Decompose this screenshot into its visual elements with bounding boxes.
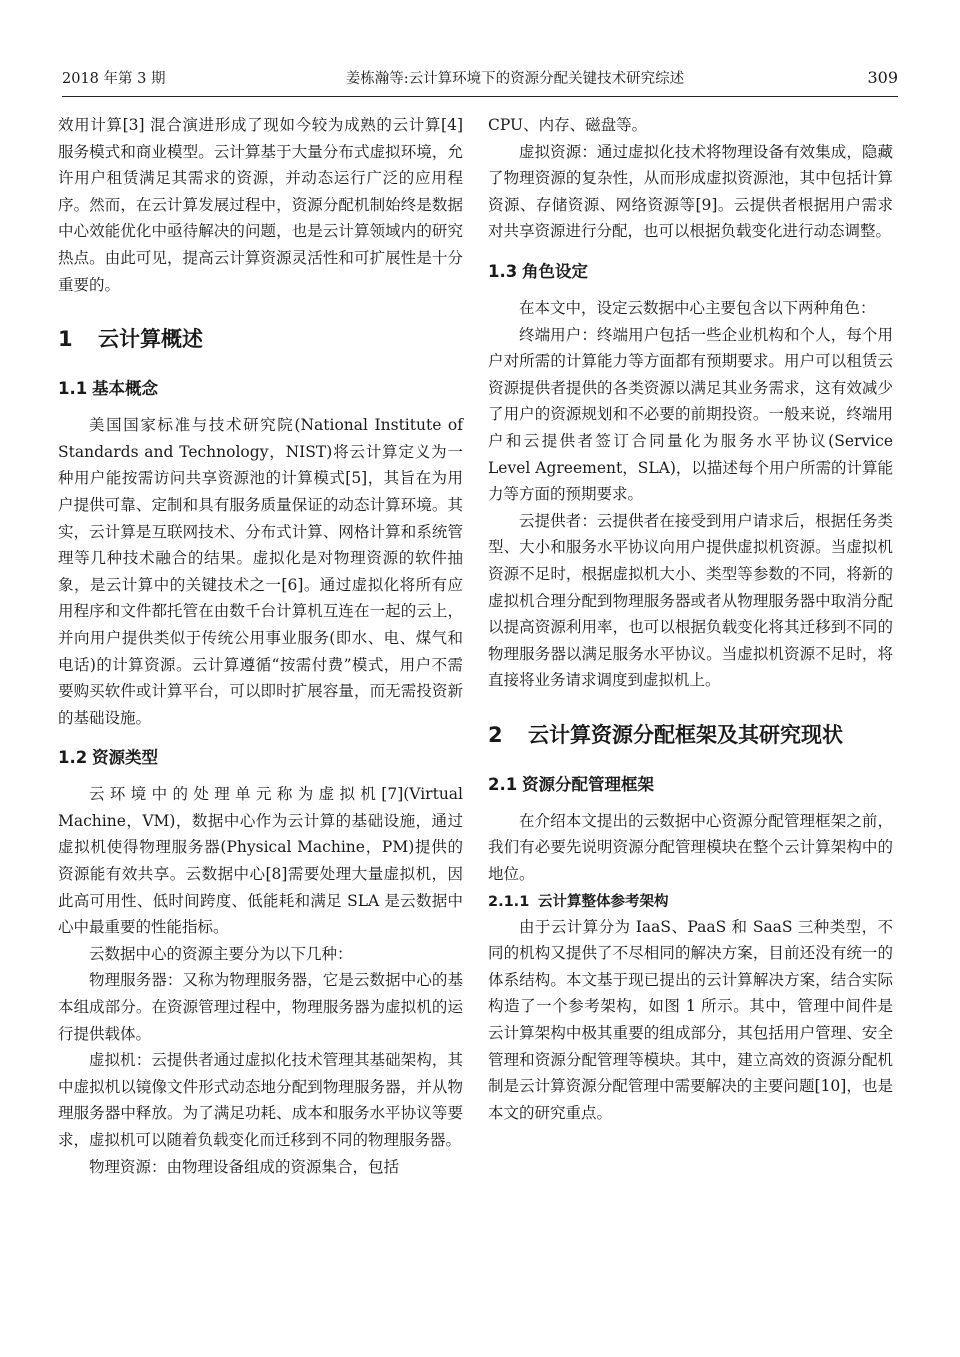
paragraph: 云环境中的处理单元称为虚拟机[7](Virtual Machine，VM)，数据中心作为云计算的基础设施，通过虚拟机使得物理服务器(Physical Machine，PM)提供的资源能有效共享。云数据中心[8]需要处理大量虚拟机，因此高可用性、低时间跨度、低能耗和满足 SLA 是云数据中心中最重要的性能指标。 (58, 785, 463, 937)
section-number: 1 (58, 327, 73, 352)
section-title: 云计算概述 (98, 327, 203, 352)
paragraph: 在本文中，设定云数据中心主要包含以下两种角色： (519, 298, 876, 317)
section-title: 云计算整体参考架构 (538, 893, 669, 910)
section-title: 角色设定 (522, 261, 588, 281)
paragraph: 虚拟机：云提供者通过虚拟化技术管理其基础架构，其中虚拟机以镜像文件形式动态地分配到物理服务器，并从物理服务器中释放。为了满足功耗、成本和服务水平协议等要求，虚拟机可以随着负载变化而迁移到不同的物理服务器。 (58, 1051, 463, 1149)
paragraph: 在介绍本文提出的云数据中心资源分配管理框架之前，我们有必要先说明资源分配管理模块在整个云计算架构中的地位。 (488, 811, 893, 884)
running-title: 姜栋瀚等:云计算环境下的资源分配关键技术研究综述 (345, 70, 685, 87)
paragraph: 美国国家标准与技术研究院(National Institute of Standards and Technology，NIST)将云计算定义为一种用户能按需访问共享资源池的计算模式[5]，其旨在为用户提供可靠、定制和具有服务质量保证的动态计算环境。其实，云计算是互联网技术、分布式计算、网格计算和系统管理等几种技术融合的结果。虚拟化是对物理资源的软件抽象，是云计算中的关键技术之一[6]。通过虚拟化将所有应用程序和文件都托管在由数千台计算机互连在一起的云上，并向用户提供类似于传统公用事业服务(即水、电、煤气和电话)的计算资源。云计算遵循“按需付费”模式，用户不需要购买软件或计算平台，可以即时扩展容量，而无需投资新的基础设施。 (58, 416, 463, 727)
page-number: 309 (867, 67, 898, 87)
section-title: 基本概念 (92, 379, 158, 399)
section-1-1-heading (58, 376, 463, 402)
section-number: 1.2 (58, 748, 88, 768)
section-2-heading (488, 720, 893, 750)
running-header (62, 58, 898, 97)
right-column (488, 112, 893, 1126)
section-title: 资源类型 (92, 748, 158, 768)
paragraph: 终端用户：终端用户包括一些企业机构和个人，每个用户对所需的计算能力等方面都有预期要求。用户可以租赁云资源提供者提供的各类资源以满足其业务需求，这有效减少了用户的资源规划和不必要的前期投资。一般来说，终端用户和云提供者签订合同量化为服务水平协议(Service Level Agreement，SLA)，以描述每个用户所需的计算能力等方面的预期要求。 (488, 325, 893, 504)
paragraph: 由于云计算分为 IaaS、PaaS 和 SaaS 三种类型，不同的机构又提供了不尽相同的解决方案，目前还没有统一的体系结构。本文基于现已提出的云计算解决方案，结合实际构造了一个参考架构，如图 1 所示。其中，管理中间件是云计算架构中极其重要的组成部分，其包括用户管理、安全管理和资源分配管理等模块。其中，建立高效的资源分配机制是云计算资源分配管理中需要解决的主要问题[10]，也是本文的研究重点。 (488, 917, 893, 1122)
section-number: 2.1 (488, 774, 518, 794)
section-number: 1.1 (58, 379, 88, 399)
paragraph: 物理服务器：又称为物理服务器，它是云数据中心的基本组成部分。在资源管理过程中，物理服务器为虚拟机的运行提供载体。 (58, 971, 463, 1043)
section-title: 资源分配管理框架 (522, 774, 654, 794)
issue-label: 2018 年第 3 期 (62, 70, 166, 87)
intro-paragraph: 效用计算[3] 混合演进形成了现如今较为成熟的云计算[4] 服务模式和商业模型。云计算基于大量分布式虚拟环境，允许用户租赁满足其需求的资源，并动态运行广泛的应用程序。然而，在云计算发展过程中，资源分配机制始终是数据中心效能优化中亟待解决的问题，也是云计算领域内的研究热点。由此可见，提高云计算资源灵活性和可扩展性是十分重要的。 (58, 116, 463, 294)
continuation-paragraph: CPU、内存、磁盘等。 (488, 116, 648, 134)
paragraph: 云提供者：云提供者在接受到用户请求后，根据任务类型、大小和服务水平协议向用户提供虚拟机资源。当虚拟机资源不足时，根据虚拟机大小、类型等参数的不同，将新的虚拟机合理分配到物理服务器或者从物理服务器中取消分配以提高资源利用率，也可以根据负载变化将其迁移到不同的物理服务器以满足服务水平协议。当虚拟机资源不足时，将直接将业务请求调度到虚拟机上。 (488, 511, 893, 690)
section-number: 2.1.1 (488, 893, 530, 910)
section-1-2-heading (58, 745, 463, 771)
paragraph: 云数据中心的资源主要分为以下几种： (89, 944, 353, 963)
section-1-3-heading (488, 259, 893, 285)
paragraph: 虚拟资源：通过虚拟化技术将物理设备有效集成，隐藏了物理资源的复杂性，从而形成虚拟资源池，其中包括计算资源、存储资源、网络资源等[9]。云提供者根据用户需求对共享资源进行分配，也可以根据负载变化进行动态调整。 (488, 142, 893, 241)
section-number: 2 (488, 722, 503, 747)
section-title: 云计算资源分配框架及其研究现状 (528, 722, 843, 747)
left-column (58, 112, 463, 1180)
section-1-heading (58, 324, 463, 354)
paragraph: 物理资源：由物理设备组成的资源集合，包括 (89, 1157, 400, 1176)
section-2-1-1-heading (488, 890, 893, 914)
section-number: 1.3 (488, 261, 518, 281)
section-2-1-heading (488, 772, 893, 798)
